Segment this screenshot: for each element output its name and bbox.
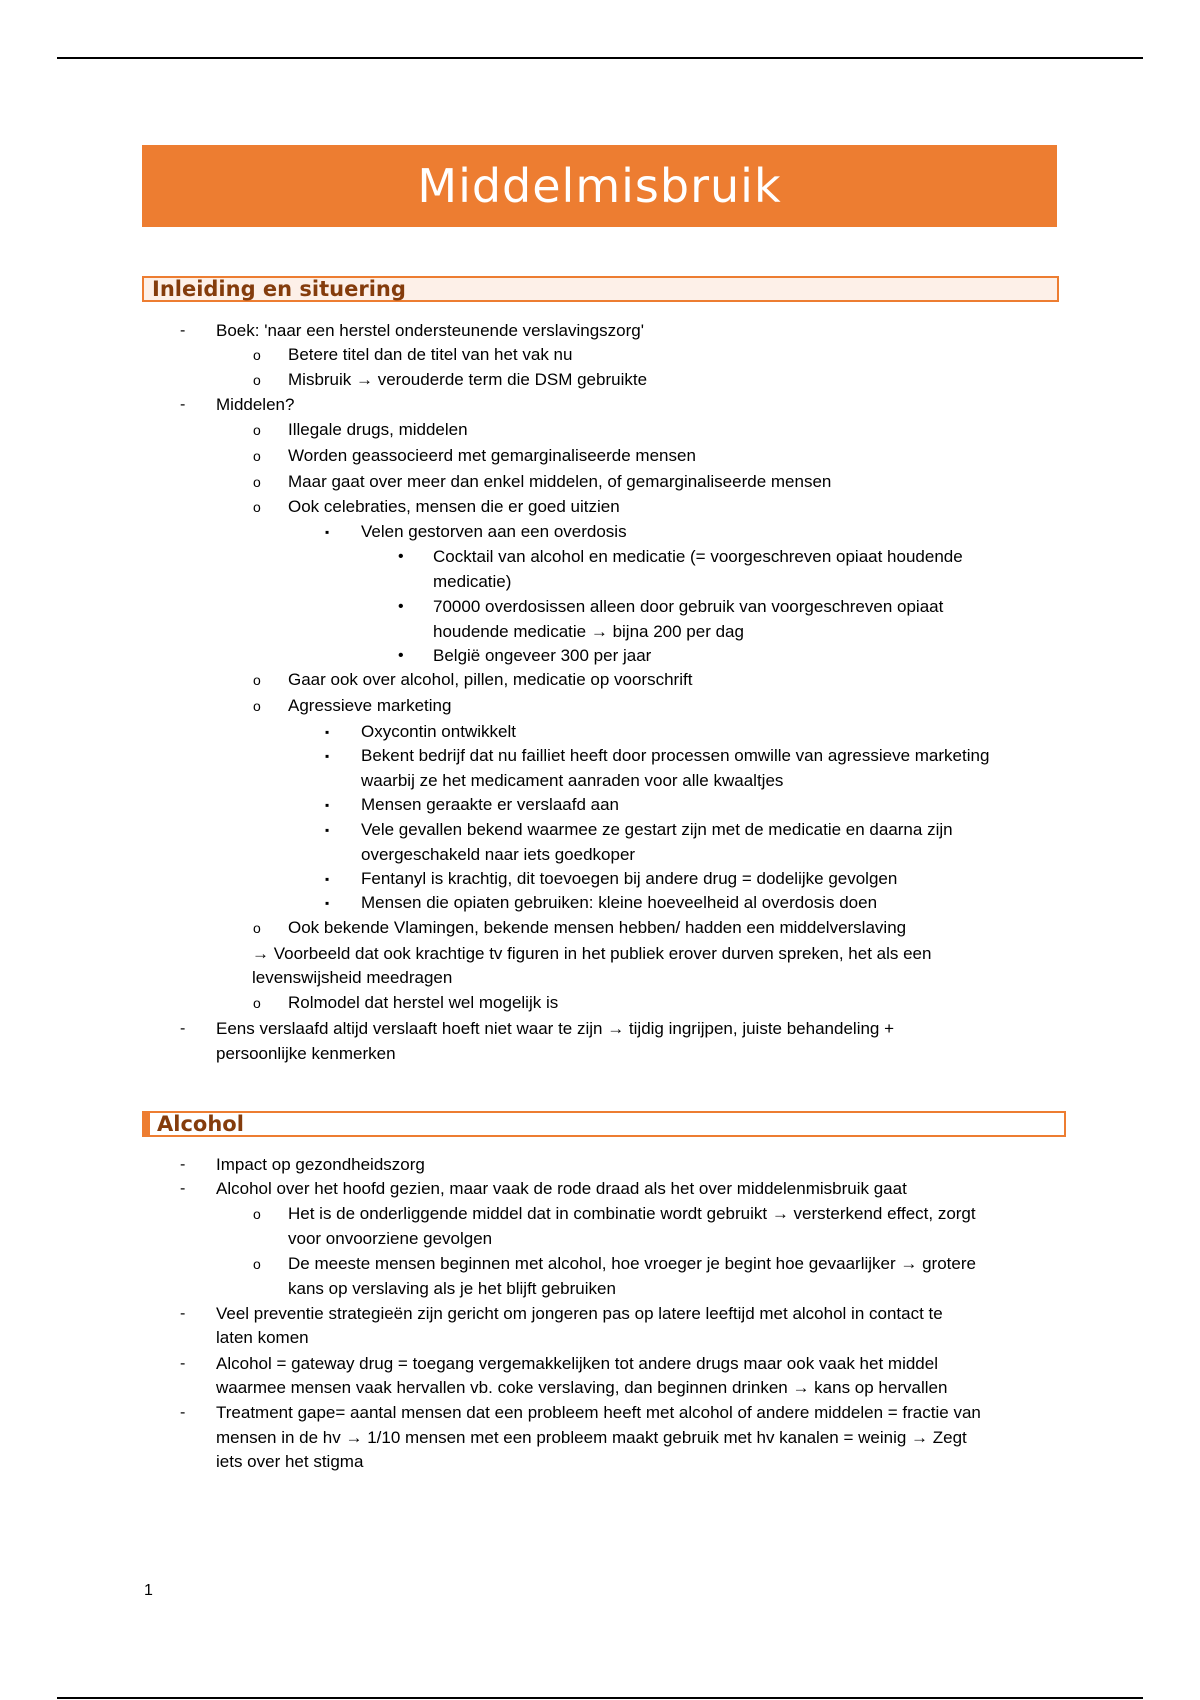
list-item-text: Betere titel dan de titel van het vak nu [288, 345, 573, 364]
circle-bullet-icon: o [253, 1256, 261, 1272]
square-bullet-icon: ▪ [325, 525, 330, 539]
section-heading-alcohol: Alcohol [142, 1111, 1066, 1137]
section-heading-inleiding: Inleiding en situering [142, 276, 1059, 302]
dot-bullet-icon: • [398, 548, 404, 565]
dash-marker: - [180, 1020, 186, 1037]
list-item-text: Middelen? [216, 395, 295, 414]
circle-bullet-icon: o [253, 474, 261, 490]
square-bullet-icon: ▪ [325, 872, 330, 886]
list-item-text: Het is de onderliggende middel dat in combinatie wordt gebruikt → versterkend effect, zorgt [288, 1204, 976, 1223]
list-item-text: Veel preventie strategieën zijn gericht om jongeren pas op latere leeftijd met alcohol in contact te [216, 1304, 943, 1323]
list-item-text: Oxycontin ontwikkelt [361, 722, 516, 741]
list-item-text: houdende medicatie → bijna 200 per dag [433, 622, 744, 641]
list-item-text: Ook bekende Vlamingen, bekende mensen hebben/ hadden een middelverslaving [288, 918, 907, 937]
list-item-text: Bekent bedrijf dat nu failliet heeft door processen omwille van agressieve marketing [361, 746, 990, 765]
circle-bullet-icon: o [253, 1206, 261, 1222]
dash-marker: - [180, 322, 186, 339]
list-item-text: Cocktail van alcohol en medicatie (= voorgeschreven opiaat houdende [433, 547, 963, 566]
list-item-text: 70000 overdosissen alleen door gebruik van voorgeschreven opiaat [433, 597, 944, 616]
circle-bullet-icon: o [253, 672, 261, 688]
document-title: Middelmisbruik [142, 145, 1057, 227]
list-item-text: Misbruik → verouderde term die DSM gebruikte [288, 370, 648, 389]
list-item-text: Mensen die opiaten gebruiken: kleine hoeveelheid al overdosis doen [361, 893, 878, 912]
list-item-text: Impact op gezondheidszorg [216, 1155, 425, 1174]
list-item-text: laten komen [216, 1328, 309, 1347]
square-bullet-icon: ▪ [325, 823, 330, 837]
list-item-text: Vele gevallen bekend waarmee ze gestart zijn met de medicatie en daarna zijn [361, 820, 953, 839]
list-item-text: iets over het stigma [216, 1452, 364, 1471]
dot-bullet-icon: • [398, 598, 404, 615]
circle-bullet-icon: o [253, 422, 261, 438]
circle-bullet-icon: o [253, 499, 261, 515]
list-item-text: kans op verslaving als je het blijft gebruiken [288, 1279, 616, 1298]
dot-bullet-icon: • [398, 647, 404, 664]
list-item-text: Agressieve marketing [288, 696, 452, 715]
list-item-text: België ongeveer 300 per jaar [433, 646, 652, 665]
dash-marker: - [180, 1305, 186, 1322]
list-item-text: medicatie) [433, 572, 512, 591]
dash-marker: - [180, 396, 186, 413]
list-item-text: Maar gaat over meer dan enkel middelen, of gemarginaliseerde mensen [288, 472, 832, 491]
circle-bullet-icon: o [253, 347, 261, 363]
list-item-text: Ook celebraties, mensen die er goed uitzien [288, 497, 620, 516]
list-item-text: → Voorbeeld dat ook krachtige tv figuren in het publiek erover durven spreken, het als een [252, 944, 932, 963]
circle-bullet-icon: o [253, 920, 261, 936]
list-item-text: overgeschakeld naar iets goedkoper [361, 845, 636, 864]
list-item-text: mensen in de hv → 1/10 mensen met een probleem maakt gebruik met hv kanalen = weinig → Zegt [216, 1428, 967, 1447]
list-item-text: Treatment gape= aantal mensen dat een probleem heeft met alcohol of andere middelen = fractie van [216, 1403, 981, 1422]
circle-bullet-icon: o [253, 995, 261, 1011]
list-item-text: Fentanyl is krachtig, dit toevoegen bij andere drug = dodelijke gevolgen [361, 869, 898, 888]
dash-marker: - [180, 1404, 186, 1421]
circle-bullet-icon: o [253, 448, 261, 464]
list-item-text: Eens verslaafd altijd verslaaft hoeft niet waar te zijn → tijdig ingrijpen, juiste behandeling + [216, 1019, 895, 1038]
list-item-text: Worden geassocieerd met gemarginaliseerde mensen [288, 446, 696, 465]
list-item-text: Gaar ook over alcohol, pillen, medicatie op voorschrift [288, 670, 693, 689]
dash-marker: - [180, 1180, 186, 1197]
circle-bullet-icon: o [253, 698, 261, 714]
square-bullet-icon: ▪ [325, 896, 330, 910]
list-item-text: voor onvoorziene gevolgen [288, 1229, 493, 1248]
list-item-text: De meeste mensen beginnen met alcohol, hoe vroeger je begint hoe gevaarlijker → grotere [288, 1254, 976, 1273]
list-item-text: Velen gestorven aan een overdosis [361, 522, 627, 541]
dash-marker: - [180, 1156, 186, 1173]
square-bullet-icon: ▪ [325, 798, 330, 812]
list-item-text: waarbij ze het medicament aanraden voor alle kwaaltjes [361, 771, 784, 790]
list-item-text: levenswijsheid meedragen [252, 968, 453, 987]
list-item-text: Boek: 'naar een herstel ondersteunende verslavingszorg' [216, 321, 644, 340]
list-item-text: Mensen geraakte er verslaafd aan [361, 795, 619, 814]
bottom-rule [57, 1697, 1143, 1699]
circle-bullet-icon: o [253, 372, 261, 388]
top-rule [57, 57, 1143, 59]
list-item-text: persoonlijke kenmerken [216, 1044, 396, 1063]
square-bullet-icon: ▪ [325, 749, 330, 763]
page-number: 1 [144, 1582, 153, 1599]
square-bullet-icon: ▪ [325, 725, 330, 739]
list-item-text: Alcohol = gateway drug = toegang vergemakkelijken tot andere drugs maar ook vaak het middel [216, 1354, 938, 1373]
list-item-text: Illegale drugs, middelen [288, 420, 468, 439]
dash-marker: - [180, 1355, 186, 1372]
list-item-text: waarmee mensen vaak hervallen vb. coke verslaving, dan beginnen drinken → kans op hervallen [216, 1378, 948, 1397]
list-item-text: Alcohol over het hoofd gezien, maar vaak de rode draad als het over middelenmisbruik gaat [216, 1179, 907, 1198]
list-item-text: Rolmodel dat herstel wel mogelijk is [288, 993, 559, 1012]
